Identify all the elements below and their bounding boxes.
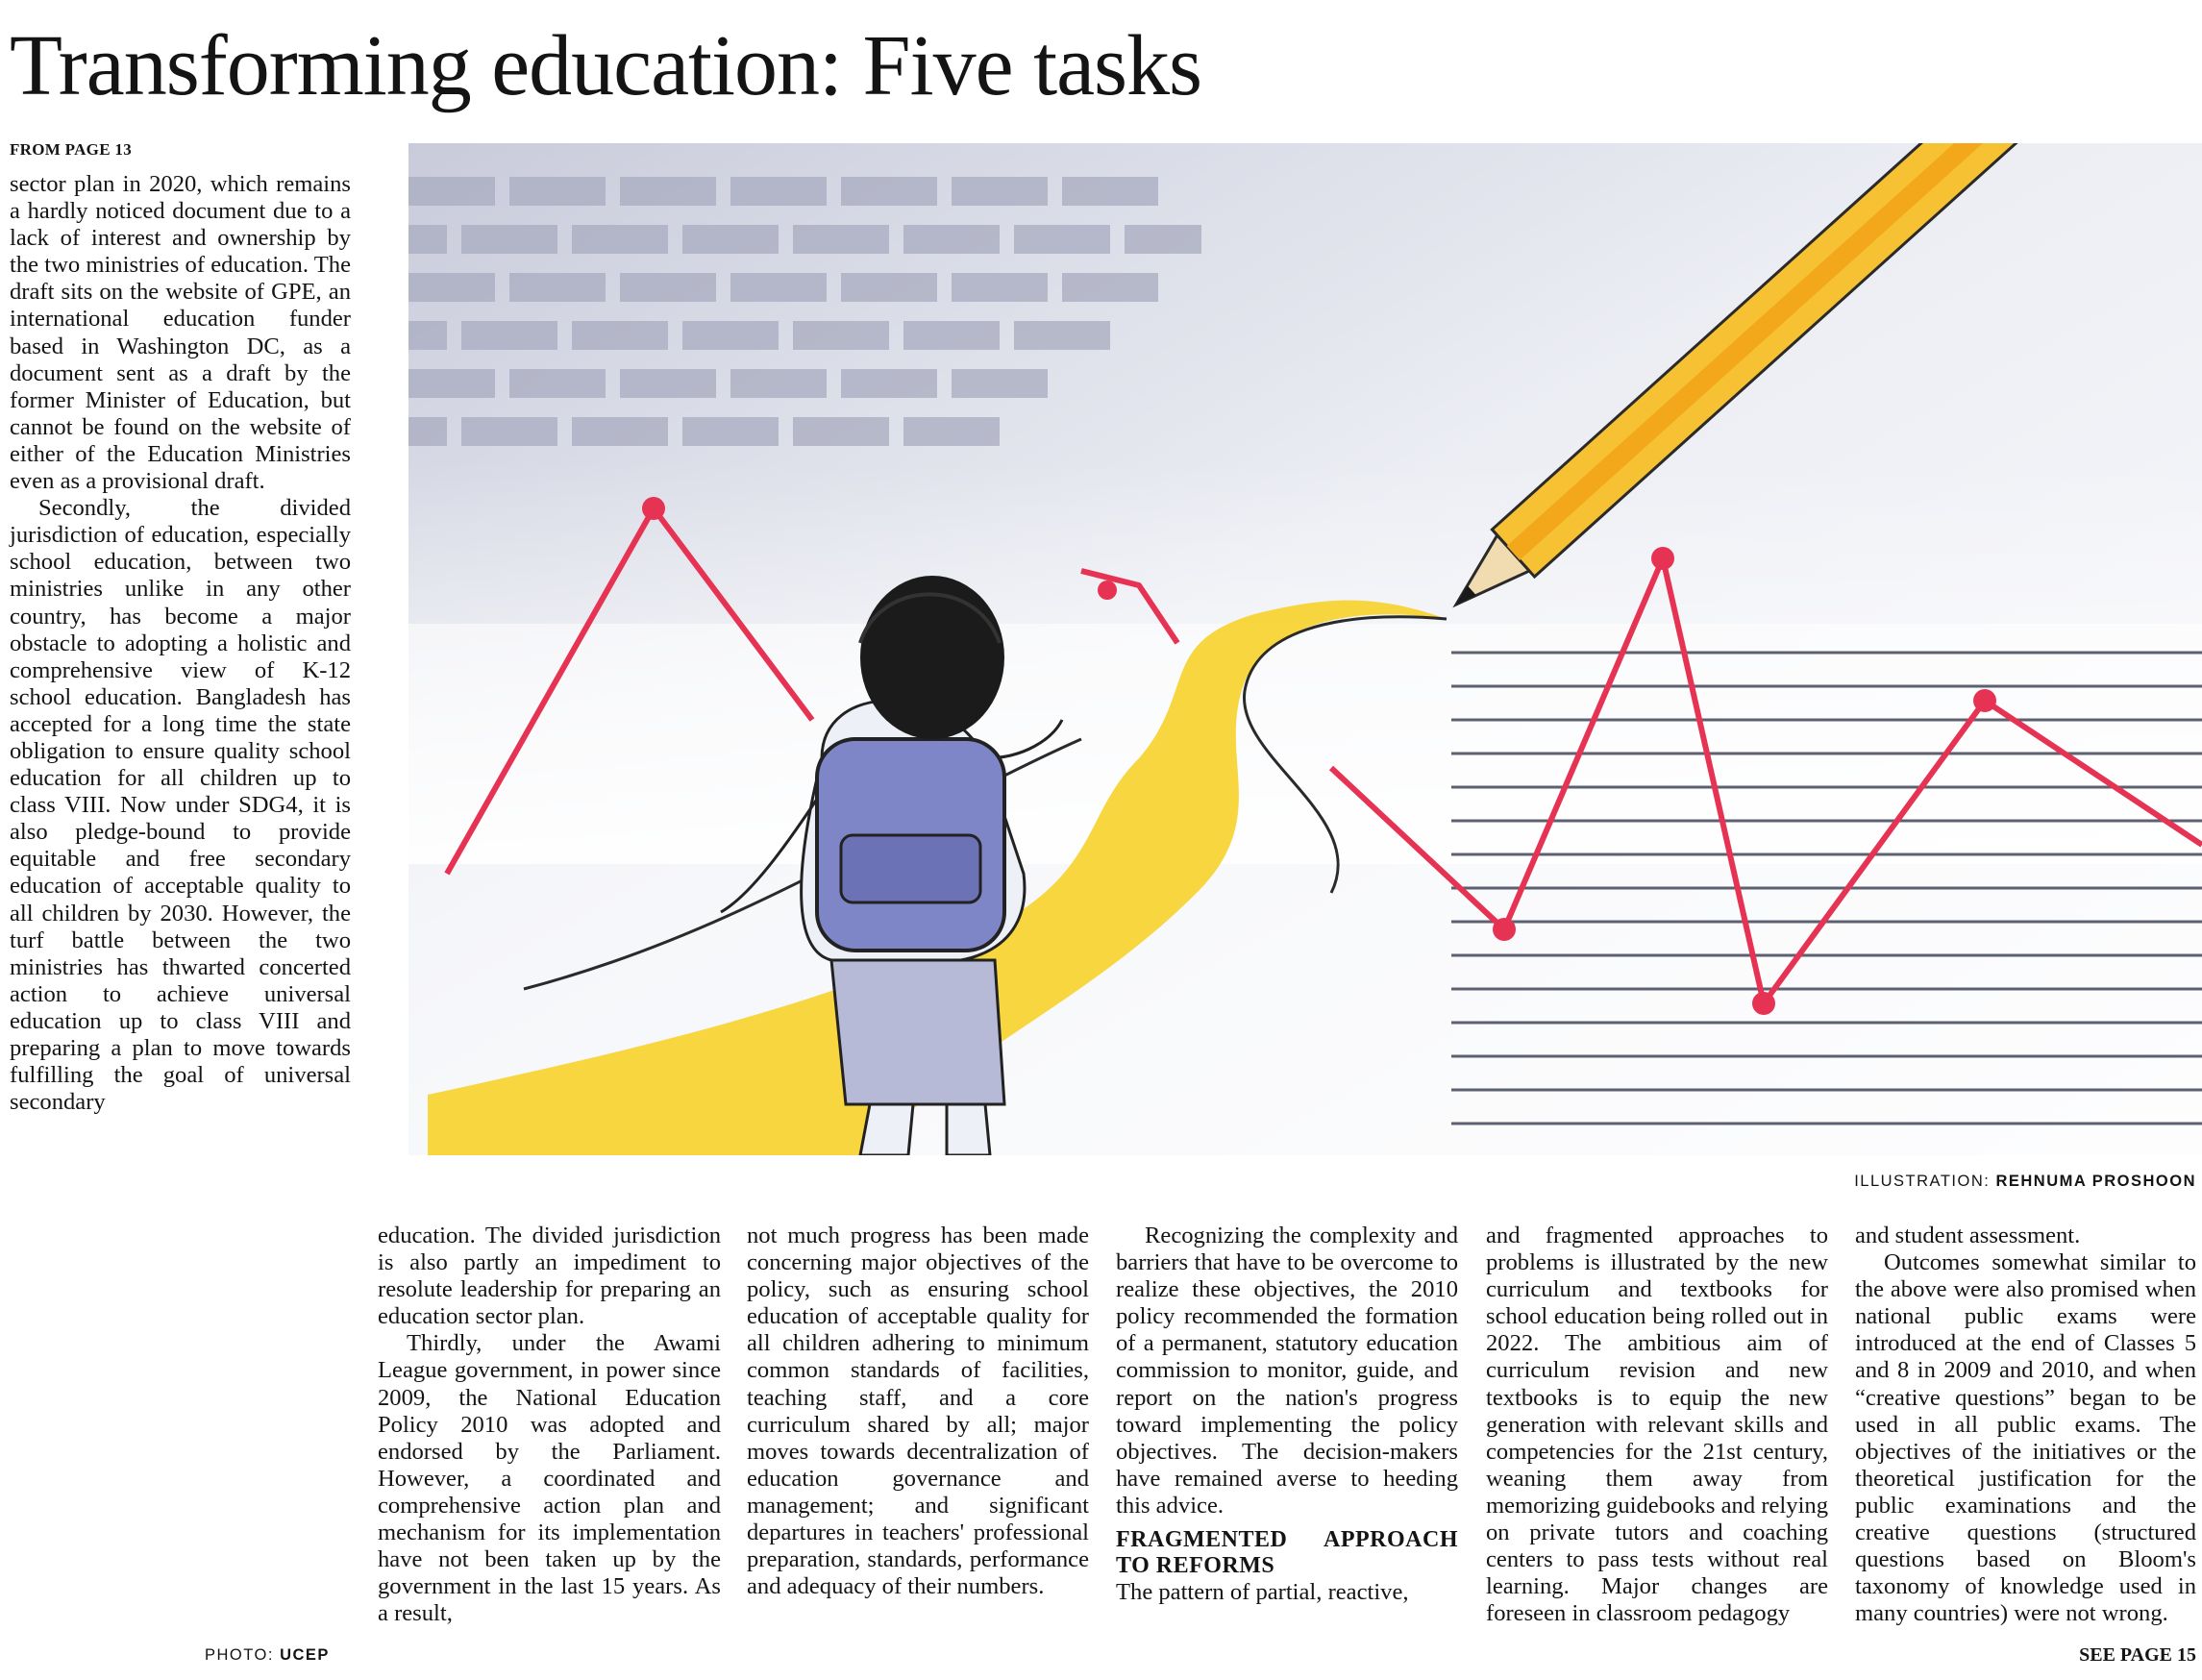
column-6-paragraph-1: and student assessment. (1855, 1223, 2081, 1248)
column-5-paragraph-1: and fragmented approaches to problems is illustrated by the new curriculum and textbooks for school education being rolled out in 2022. The ambitious aim of curriculum revision and new textbooks is to equip the new generation with relevant skills and competencies for the 21st century, weaning them away from memorizing guidebooks and relying on private tutors and coaching centers to pass tests without real learning. Major changes are foreseen in classroom pedagogy (1486, 1223, 1828, 1627)
child-head (860, 576, 1004, 739)
subheading: FRAGMENTED APPROACH TO REFORMS (1116, 1527, 1458, 1579)
column-1-paragraph-2: Secondly, the divided jurisdiction of education, especially school education, between two ministries unlike in any other country, has become a major obstacle to adopting a holistic and comprehensive view of K-12 school education. Bangladesh has accepted for a long time the state obligation to ensure quality school education for all children up to class VIII. Now under SDG4, it is also pledge-bound to provide equitable and free secondary education of acceptable quality to all children by 2030. However, the turf battle between the two ministries has thwarted concerted action to achieve universal education up to class VIII and preparing a plan to move towards fulfilling the goal of universal secondary (10, 495, 351, 1116)
from-page-label: FROM PAGE 13 (10, 140, 132, 159)
column-3-paragraph-1: not much progress has been made concerning major objectives of the policy, such as ensuring school education of acceptable quality for all children adhering to minimum common standards of facilities, teaching staff, and a core curriculum shared by all; major moves towards decentralization of education governance and management; and significant departures in teachers' professional preparation, standards, performance and adequacy of their numbers. (747, 1223, 1089, 1600)
column-6-paragraph-2: Outcomes somewhat similar to the above were also promised when national public exams were introduced at the end of Classes 5 and 8 in 2009 and 2010, and when “creative questions” began to be used in all public exams. The objectives of the initiatives or the theoretical justification for the public examinations and the creative questions (structured questions based on Bloom's taxonomy of knowledge used in many countries) were not wrong. (1855, 1249, 2196, 1627)
photo-credit-name: UCEP (280, 1646, 330, 1664)
column-2-paragraph-1: education. The divided jurisdiction is also partly an impediment to resolute leadership for preparing an education sector plan. (378, 1223, 721, 1330)
article-column-2 (378, 1223, 721, 1627)
illustration (408, 143, 2202, 1155)
photo-credit (205, 1646, 330, 1665)
photo-credit-label: PHOTO: (205, 1646, 274, 1664)
illustration-credit (1854, 1173, 2196, 1191)
column-1-paragraph-1: sector plan in 2020, which remains a hardly noticed document due to a lack of interest and ownership by the two ministries of education. The draft sits on the website of GPE, an international education funder based in Washington DC, as a document sent as a draft by the former Minister of Education, but cannot be found on the website of either of the Education Ministries even as a provisional draft. (10, 171, 351, 495)
article-column-6 (1855, 1223, 2196, 1627)
illustration-credit-label: ILLUSTRATION: (1854, 1173, 1991, 1190)
illustration-graphic (408, 143, 2202, 1155)
illustration-credit-name: REHNUMA PROSHOON (1995, 1173, 2196, 1190)
column-4-paragraph-1: Recognizing the complexity and barriers that have to be overcome to realize these objectives, the 2010 policy recommended the formation of a permanent, statutory education commission to monitor, guide, and report on the nation's progress toward implementing the policy objectives. The decision-makers have remained averse to heeding this advice. (1116, 1223, 1458, 1519)
article-column-1 (10, 171, 351, 1116)
column-2-paragraph-2: Thirdly, under the Awami League government, in power since 2009, the National Education Policy 2010 was adopted and endorsed by the Parliament. However, a coordinated and comprehensive action plan and mechanism for its implementation have not been taken up by the government in the last 15 years. As a result, (378, 1330, 721, 1627)
article-column-4 (1116, 1223, 1458, 1606)
headline: Transforming education: Five tasks (10, 18, 1202, 113)
column-4-paragraph-2: The pattern of partial, reactive, (1116, 1579, 1409, 1606)
see-page-link[interactable]: SEE PAGE 15 (2079, 1644, 2196, 1666)
article-column-3 (747, 1223, 1089, 1600)
article-column-5 (1486, 1223, 1828, 1627)
